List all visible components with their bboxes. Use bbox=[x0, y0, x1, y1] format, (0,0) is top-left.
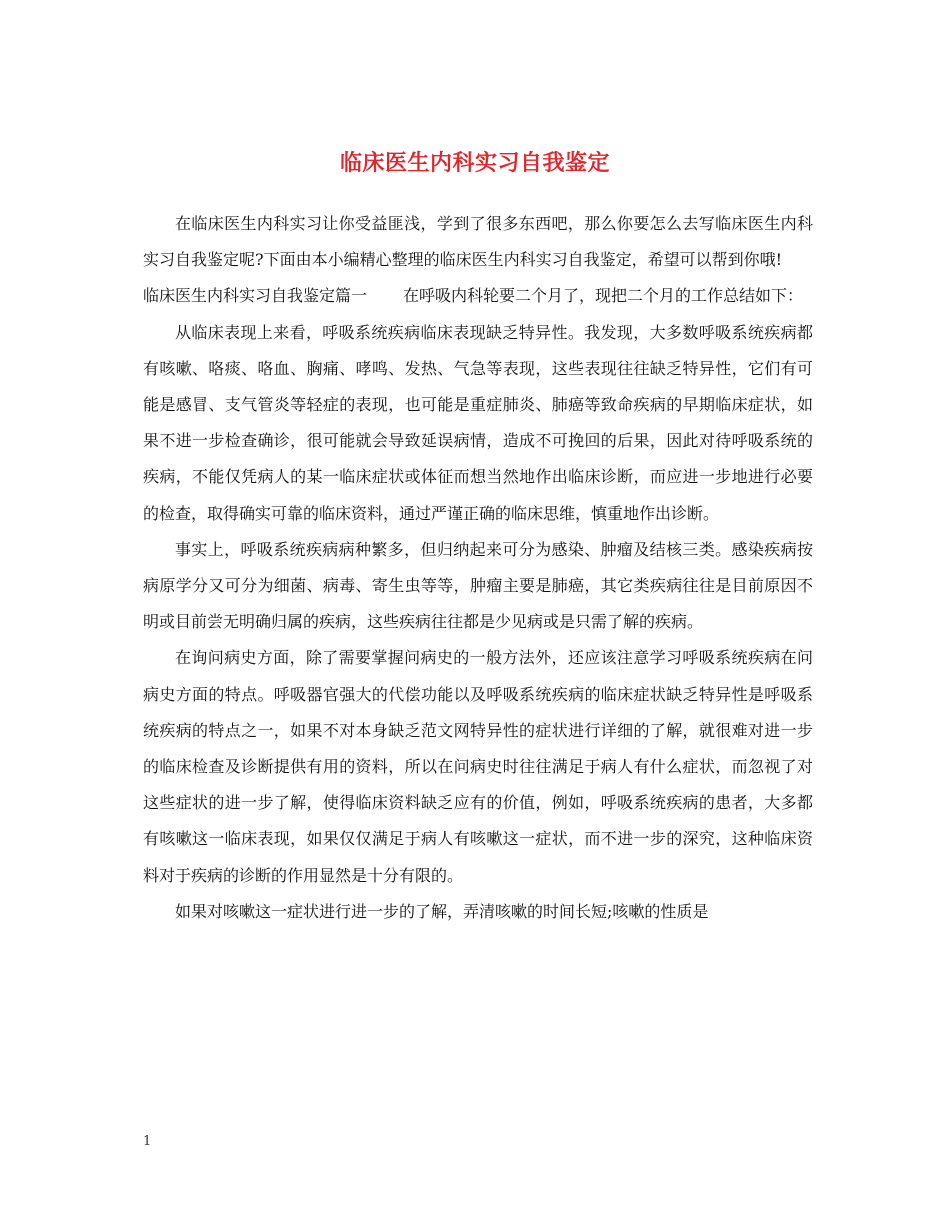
section-heading-paragraph bbox=[143, 278, 813, 314]
intro-paragraph: 在临床医生内科实习让你受益匪浅，学到了很多东西吧，那么你要怎么去写临床医生内科实习自我鉴定呢?下面由本小编精心整理的临床医生内科实习自我鉴定，希望可以帮到你哦! bbox=[143, 214, 813, 270]
section-heading: 临床医生内科实习自我鉴定篇一 bbox=[143, 286, 368, 306]
body-paragraph-cough: 如果对咳嗽这一症状进行进一步的了解，弄清咳嗽的时间长短;咳嗽的性质是 bbox=[175, 901, 709, 921]
body-paragraph-history-taking: 在询问病史方面，除了需要掌握问病史的一般方法外，还应该注意学习呼吸系统疾病在问病史方面的特点。呼吸器官强大的代偿功能以及呼吸系统疾病的临床症状缺乏特异性是呼吸系统疾病的特点之一，如果不对本身缺乏范文网特异性的症状进行详细的了解，就很难对进一步的临床检查及诊断提供有用的资料，所以在问病史时往往满足于病人有什么症状，而忽视了对这些症状的进一步了解，使得临床资料缺乏应有的价值，例如，呼吸系统疾病的患者，大多都有咳嗽这一临床表现，如果仅仅满足于病人有咳嗽这一症状，而不进一步的深究，这种临床资料对于疾病的诊断的作用显然是十分有限的。 bbox=[143, 648, 813, 885]
document-title: 临床医生内科实习自我鉴定 bbox=[339, 149, 610, 176]
section-intro: 在呼吸内科轮要二个月了，现把二个月的工作总结如下： bbox=[403, 286, 804, 306]
document-body bbox=[143, 206, 813, 930]
body-paragraph-disease-types: 事实上，呼吸系统疾病病种繁多，但归纳起来可分为感染、肿瘤及结核三类。感染疾病按病原学分又可分为细菌、病毒、寄生虫等等，肿瘤主要是肺癌，其它类疾病往往是目前原因不明或目前尝无明确归属的疾病，这些疾病往往都是少见病或是只需了解的疾病。 bbox=[143, 539, 813, 632]
body-paragraph-clinical-manifestation: 从临床表现上来看，呼吸系统疾病临床表现缺乏特异性。我发现，大多数呼吸系统疾病都有咳嗽、咯痰、咯血、胸痛、哮鸣、发热、气急等表现，这些表现往往缺乏特异性，它们有可能是感冒、支气管炎等轻症的表现，也可能是重症肺炎、肺癌等致命疾病的早期临床症状，如果不进一步检查确诊，很可能就会导致延误病情，造成不可挽回的后果，因此对待呼吸系统的疾病，不能仅凭病人的某一临床症状或体征而想当然地作出临床诊断，而应进一步地进行必要的检查，取得确实可靠的临床资料，通过严谨正确的临床思维，慎重地作出诊断。 bbox=[143, 322, 813, 523]
page-number: 1 bbox=[143, 1134, 152, 1149]
